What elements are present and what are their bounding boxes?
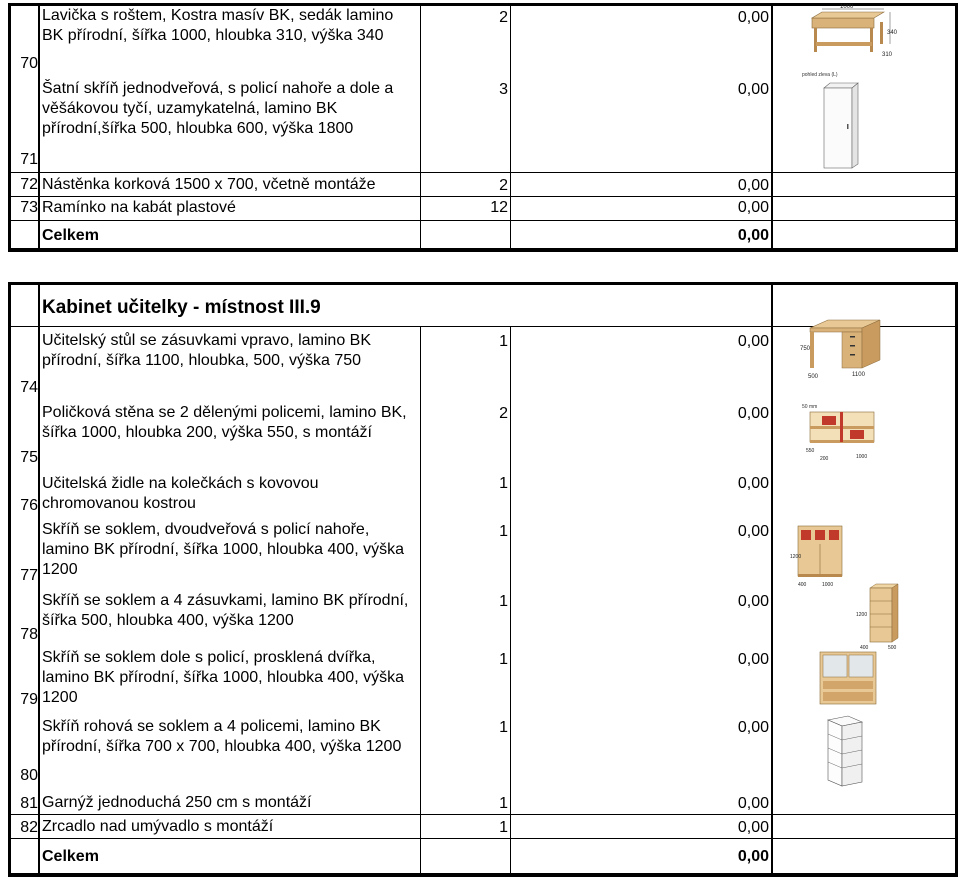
grid-line (8, 282, 11, 877)
cabinet-image (788, 518, 854, 590)
section-title: Kabinet učitelky - místnost III.9 (42, 297, 321, 318)
total-label: Celkem (42, 227, 99, 244)
grid-line (8, 838, 958, 839)
dimension-label: 1000 (840, 4, 854, 10)
grid-line (8, 220, 958, 221)
row-number: 70 (20, 55, 38, 72)
item-price: 0,00 (737, 333, 769, 350)
grid-line (8, 814, 958, 815)
bench-image (800, 4, 900, 78)
grid-line (771, 282, 773, 877)
image-caption: 50 mm (802, 404, 818, 410)
row-number: 78 (20, 626, 38, 643)
item-quantity: 1 (499, 333, 508, 350)
item-price: 0,00 (737, 81, 769, 98)
grid-line (955, 282, 958, 877)
item-price: 0,00 (737, 405, 769, 422)
grid-line (8, 172, 958, 173)
item-quantity: 2 (499, 405, 508, 422)
corner-cabinet-image (812, 712, 872, 790)
item-quantity: 1 (499, 819, 508, 836)
row-number: 75 (20, 449, 38, 466)
dimension-label: 500 (888, 645, 897, 651)
shelf-image (798, 400, 890, 470)
item-price: 0,00 (737, 651, 769, 668)
dimension-label: 1000 (856, 454, 868, 460)
item-description: Poličková stěna se 2 dělenými policemi, lamino BK, šířka 1000, hloubka 200, výška 550, s montáží (42, 404, 407, 441)
item-quantity: 2 (499, 177, 508, 194)
dimension-label: 1200 (790, 554, 802, 560)
dimension-label: 750 (800, 346, 811, 352)
item-description: Šatní skříň jednodveřová, s policí nahoře a dole a věšákovou tyčí, uzamykatelná, lamino BK přírodní,šířka 500, hloubka 600, výška 1800 (42, 80, 394, 137)
total-value: 0,00 (737, 848, 769, 865)
total-label: Celkem (42, 848, 99, 865)
item-description: Učitelský stůl se zásuvkami vpravo, lamino BK přírodní, šířka 1100, hloubka, 500, výška 750 (42, 332, 371, 369)
grid-line (8, 248, 958, 252)
row-number: 76 (20, 497, 38, 514)
wardrobe-image (812, 80, 872, 172)
row-number: 72 (20, 176, 38, 193)
item-description: Učitelská židle na kolečkách s kovovou chromovanou kostrou (42, 475, 319, 512)
item-price: 0,00 (737, 819, 769, 836)
item-quantity: 1 (499, 593, 508, 610)
item-quantity: 2 (499, 9, 508, 26)
item-price: 0,00 (737, 177, 769, 194)
item-price: 0,00 (737, 795, 769, 812)
item-description: Nástěnka korková 1500 x 700, včetně montáže (42, 176, 376, 193)
grid-line (771, 3, 773, 252)
item-description: Skříň rohová se soklem a 4 policemi, lamino BK přírodní, šířka 700 x 700, hloubka 400, výška 1200 (42, 718, 402, 755)
item-price: 0,00 (737, 199, 769, 216)
grid-line (8, 282, 958, 285)
item-price: 0,00 (737, 475, 769, 492)
drawer-cabinet-image (852, 582, 910, 652)
desk-image (796, 310, 894, 384)
dimension-label: 500 (808, 374, 819, 380)
item-price: 0,00 (737, 9, 769, 26)
item-quantity: 1 (499, 475, 508, 492)
row-number: 82 (20, 819, 38, 836)
dimension-label: 1000 (822, 582, 834, 588)
row-number: 73 (20, 199, 38, 216)
item-description: Ramínko na kabát plastové (42, 199, 236, 216)
grid-line (510, 3, 511, 252)
item-price: 0,00 (737, 593, 769, 610)
item-description: Lavička s roštem, Kostra masív BK, sedák lamino BK přírodní, šířka 1000, hloubka 310, výška 340 (42, 7, 394, 44)
dimension-label: 340 (887, 30, 898, 36)
row-number: 77 (20, 567, 38, 584)
item-quantity: 1 (499, 523, 508, 540)
grid-line (8, 196, 958, 197)
dimension-label: 1200 (856, 612, 868, 618)
grid-line (510, 326, 511, 877)
dimension-label: 200 (820, 456, 829, 462)
grid-line (38, 282, 40, 877)
grid-line (38, 3, 40, 252)
row-number: 71 (20, 151, 38, 168)
item-description: Skříň se soklem a 4 zásuvkami, lamino BK přírodní, šířka 500, hloubka 400, výška 1200 (42, 592, 409, 629)
dimension-label: 550 (806, 448, 815, 454)
row-number: 74 (20, 379, 38, 396)
item-description: Skříň se soklem, dvoudveřová s policí nahoře, lamino BK přírodní, šířka 1000, hloubka 400, výška 1200 (42, 521, 404, 578)
item-quantity: 1 (499, 719, 508, 736)
item-description: Skříň se soklem dole s policí, prosklená dvířka, lamino BK přírodní, šířka 1000, hloubka 400, výška 1200 (42, 649, 404, 706)
total-value: 0,00 (737, 227, 769, 244)
item-quantity: 3 (499, 81, 508, 98)
item-quantity: 1 (499, 795, 508, 812)
row-number: 79 (20, 691, 38, 708)
row-number: 80 (20, 767, 38, 784)
item-quantity: 1 (499, 651, 508, 668)
image-caption: pohled zleva (L) (802, 72, 838, 78)
grid-line (955, 3, 958, 252)
item-description: Garnýž jednoduchá 250 cm s montáží (42, 794, 312, 811)
item-description: Zrcadlo nad umývadlo s montáží (42, 818, 274, 835)
item-quantity: 12 (490, 199, 508, 216)
grid-line (8, 3, 11, 252)
row-number: 81 (20, 795, 38, 812)
item-price: 0,00 (737, 523, 769, 540)
dimension-label: 310 (882, 52, 893, 58)
dimension-label: 1100 (852, 372, 865, 378)
grid-line (8, 873, 958, 877)
dimension-label: 400 (798, 582, 807, 588)
item-price: 0,00 (737, 719, 769, 736)
glass-cabinet-image (812, 646, 888, 712)
dimension-label: 400 (860, 645, 869, 651)
